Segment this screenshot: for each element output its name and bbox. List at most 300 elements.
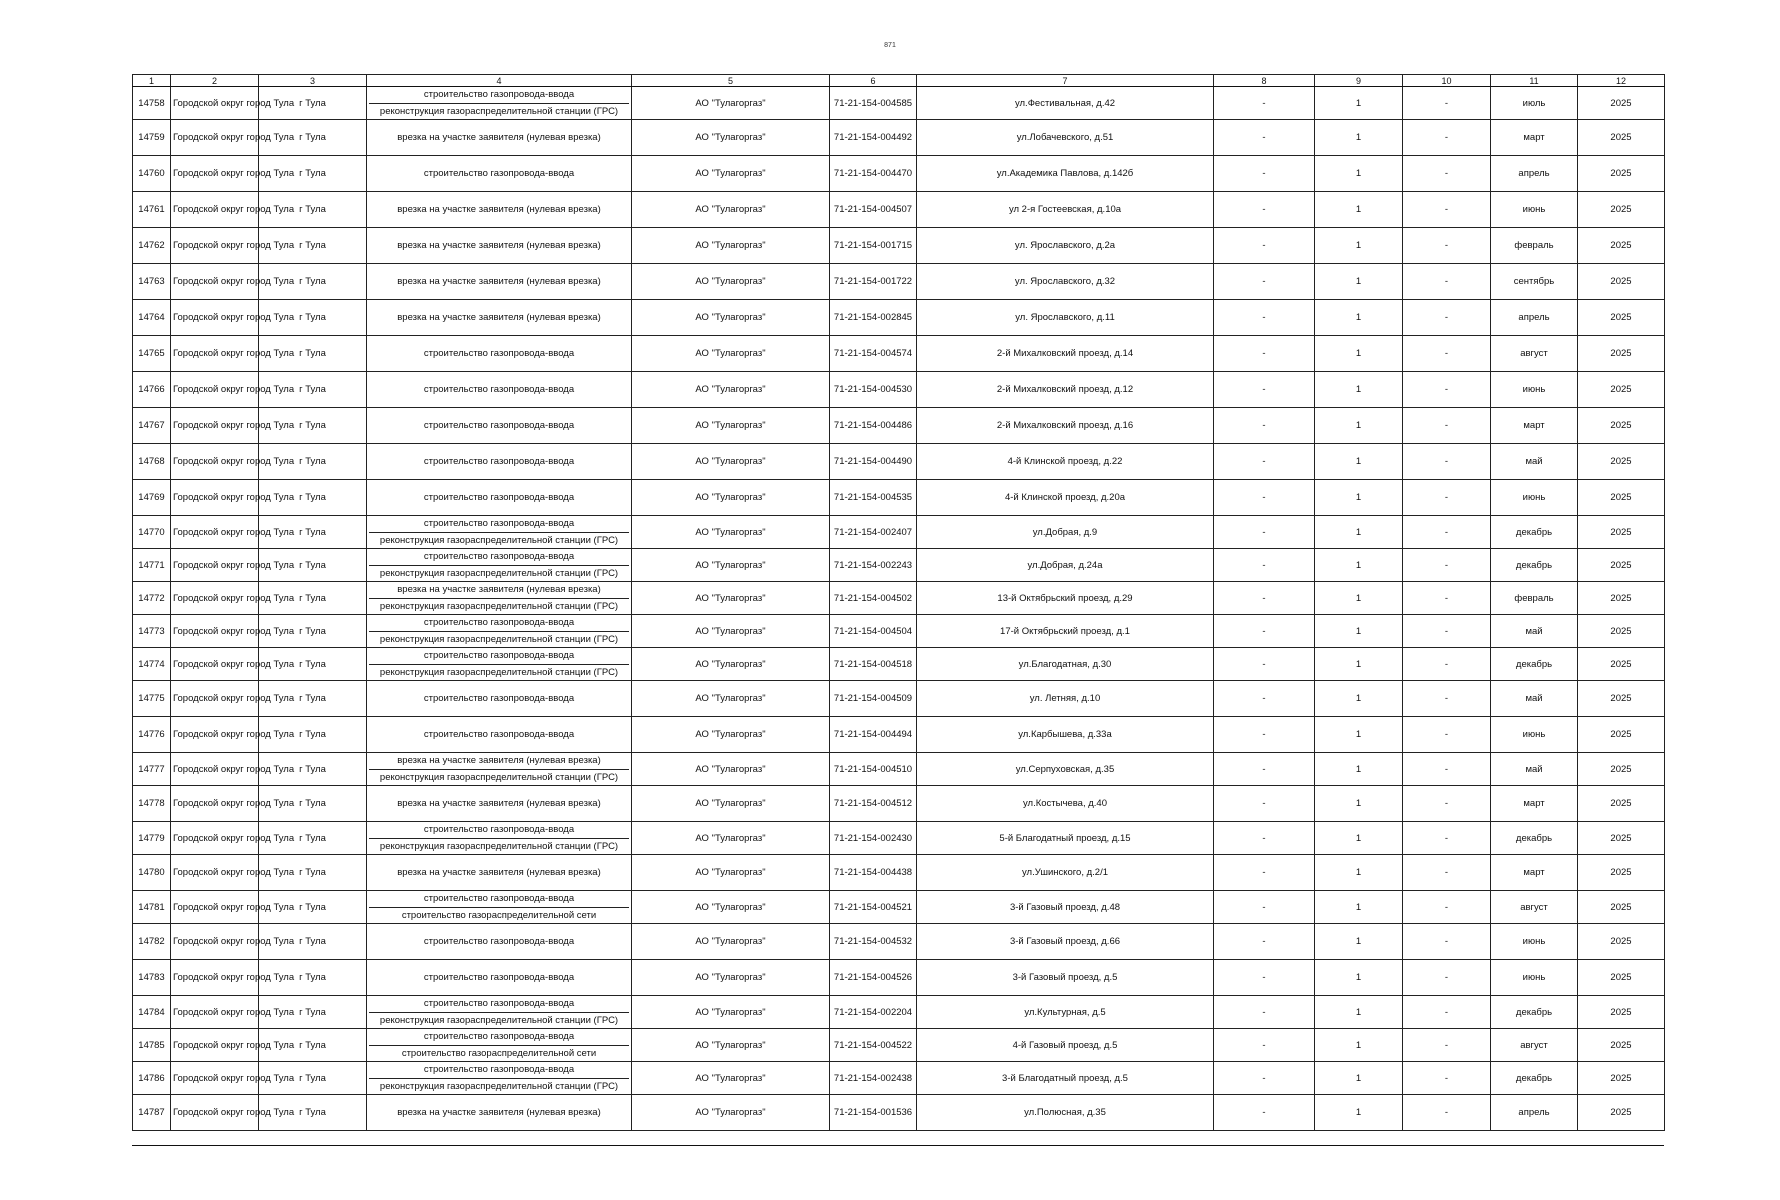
column-10-cell: - — [1403, 549, 1491, 582]
district-cell: Городской округ город Тула — [171, 1095, 259, 1131]
work-type-cell — [367, 822, 632, 855]
work-type-item: реконструкция газораспределительной станции (ГРС) — [369, 1012, 629, 1029]
work-type-item: врезка на участке заявителя (нулевая врезка) — [397, 867, 601, 878]
column-10-cell: - — [1403, 753, 1491, 786]
locality-cell: г Тула — [259, 336, 367, 372]
organization-cell: АО "Тулагоргаз" — [632, 891, 830, 924]
work-type-item: строительство газопровода-ввода — [423, 1031, 575, 1043]
column-9-cell: 1 — [1315, 786, 1403, 822]
column-9-cell: 1 — [1315, 960, 1403, 996]
table-row — [133, 120, 1665, 156]
column-10-cell: - — [1403, 681, 1491, 717]
work-type-cell — [367, 960, 632, 996]
row-number-cell: 14762 — [133, 228, 171, 264]
work-type-cell — [367, 1029, 632, 1062]
year-cell: 2025 — [1578, 996, 1665, 1029]
month-cell: март — [1491, 120, 1578, 156]
work-type-list — [369, 996, 629, 1028]
locality-cell: г Тула — [259, 372, 367, 408]
row-number-cell: 14780 — [133, 855, 171, 891]
table-row — [133, 408, 1665, 444]
locality-cell: г Тула — [259, 855, 367, 891]
work-type-cell — [367, 549, 632, 582]
work-type-cell — [367, 681, 632, 717]
column-8-cell: - — [1214, 1062, 1315, 1095]
work-type-item: врезка на участке заявителя (нулевая врезка) — [397, 312, 601, 323]
address-cell: 3-й Газовый проезд, д.66 — [917, 924, 1214, 960]
row-number-cell: 14781 — [133, 891, 171, 924]
year-cell: 2025 — [1578, 717, 1665, 753]
row-number-cell: 14769 — [133, 480, 171, 516]
work-type-cell — [367, 1095, 632, 1131]
work-type-list — [369, 924, 629, 959]
year-cell: 2025 — [1578, 786, 1665, 822]
column-8-cell: - — [1214, 300, 1315, 336]
work-type-item: строительство газопровода-ввода — [423, 650, 575, 662]
table-row — [133, 1062, 1665, 1095]
work-type-cell — [367, 786, 632, 822]
locality-cell: г Тула — [259, 960, 367, 996]
table-row — [133, 87, 1665, 120]
organization-cell: АО "Тулагоргаз" — [632, 336, 830, 372]
column-10-cell: - — [1403, 156, 1491, 192]
row-number-cell: 14768 — [133, 444, 171, 480]
row-number-cell: 14786 — [133, 1062, 171, 1095]
month-cell: апрель — [1491, 1095, 1578, 1131]
table-row — [133, 156, 1665, 192]
organization-cell: АО "Тулагоргаз" — [632, 753, 830, 786]
district-cell: Городской округ город Тула — [171, 156, 259, 192]
work-type-item: реконструкция газораспределительной станции (ГРС) — [369, 769, 629, 786]
year-cell: 2025 — [1578, 753, 1665, 786]
row-number-cell: 14778 — [133, 786, 171, 822]
table-row — [133, 1095, 1665, 1131]
district-cell: Городской округ город Тула — [171, 786, 259, 822]
organization-cell: АО "Тулагоргаз" — [632, 228, 830, 264]
month-cell: май — [1491, 615, 1578, 648]
year-cell: 2025 — [1578, 372, 1665, 408]
work-type-item: врезка на участке заявителя (нулевая врезка) — [397, 798, 601, 809]
address-cell: 4-й Клинской проезд, д.22 — [917, 444, 1214, 480]
table-row — [133, 786, 1665, 822]
year-cell: 2025 — [1578, 192, 1665, 228]
locality-cell: г Тула — [259, 192, 367, 228]
object-code-cell: 71-21-154-002407 — [830, 516, 917, 549]
locality-cell: г Тула — [259, 582, 367, 615]
work-type-item: строительство газопровода-ввода — [423, 456, 575, 467]
organization-cell: АО "Тулагоргаз" — [632, 408, 830, 444]
column-9-cell: 1 — [1315, 192, 1403, 228]
column-10-cell: - — [1403, 786, 1491, 822]
column-9-cell: 1 — [1315, 1062, 1403, 1095]
work-type-item: строительство газопровода-ввода — [423, 972, 575, 983]
district-cell: Городской округ город Тула — [171, 1029, 259, 1062]
organization-cell: АО "Тулагоргаз" — [632, 300, 830, 336]
year-cell: 2025 — [1578, 228, 1665, 264]
locality-cell: г Тула — [259, 924, 367, 960]
address-cell: ул.Культурная, д.5 — [917, 996, 1214, 1029]
district-cell: Городской округ город Тула — [171, 582, 259, 615]
locality-cell: г Тула — [259, 87, 367, 120]
row-number-cell: 14771 — [133, 549, 171, 582]
object-code-cell: 71-21-154-004522 — [830, 1029, 917, 1062]
address-cell: ул.Фестивальная, д.42 — [917, 87, 1214, 120]
object-code-cell: 71-21-154-004532 — [830, 924, 917, 960]
organization-cell: АО "Тулагоргаз" — [632, 156, 830, 192]
column-8-cell: - — [1214, 408, 1315, 444]
district-cell: Городской округ город Тула — [171, 924, 259, 960]
year-cell: 2025 — [1578, 891, 1665, 924]
column-10-cell: - — [1403, 615, 1491, 648]
year-cell: 2025 — [1578, 615, 1665, 648]
work-type-item: реконструкция газораспределительной станции (ГРС) — [369, 103, 629, 120]
address-cell: 2-й Михалковский проезд, д.14 — [917, 336, 1214, 372]
organization-cell: АО "Тулагоргаз" — [632, 855, 830, 891]
district-cell: Городской округ город Тула — [171, 444, 259, 480]
object-code-cell: 71-21-154-001715 — [830, 228, 917, 264]
column-10-cell: - — [1403, 717, 1491, 753]
work-type-list — [369, 753, 629, 785]
month-cell: июнь — [1491, 924, 1578, 960]
work-type-item: реконструкция газораспределительной станции (ГРС) — [369, 532, 629, 549]
month-cell: август — [1491, 891, 1578, 924]
work-type-cell — [367, 408, 632, 444]
column-10-cell: - — [1403, 228, 1491, 264]
district-cell: Городской округ город Тула — [171, 408, 259, 444]
work-type-cell — [367, 372, 632, 408]
month-cell: июнь — [1491, 372, 1578, 408]
work-type-list — [369, 891, 629, 923]
district-cell: Городской округ город Тула — [171, 336, 259, 372]
work-type-cell — [367, 615, 632, 648]
row-number-cell: 14760 — [133, 156, 171, 192]
column-9-cell: 1 — [1315, 300, 1403, 336]
object-code-cell: 71-21-154-004585 — [830, 87, 917, 120]
row-number-cell: 14763 — [133, 264, 171, 300]
column-8-cell: - — [1214, 228, 1315, 264]
work-type-list — [369, 300, 629, 335]
column-9-cell: 1 — [1315, 924, 1403, 960]
column-10-cell: - — [1403, 372, 1491, 408]
object-code-cell: 71-21-154-004535 — [830, 480, 917, 516]
object-code-cell: 71-21-154-004490 — [830, 444, 917, 480]
district-cell: Городской округ город Тула — [171, 615, 259, 648]
work-type-item: реконструкция газораспределительной станции (ГРС) — [369, 565, 629, 582]
address-cell: ул. Ярославского, д.11 — [917, 300, 1214, 336]
work-type-list — [369, 549, 629, 581]
object-code-cell: 71-21-154-004494 — [830, 717, 917, 753]
month-cell: декабрь — [1491, 822, 1578, 855]
column-header: 12 — [1578, 75, 1665, 87]
address-cell: ул.Академика Павлова, д.142б — [917, 156, 1214, 192]
column-8-cell: - — [1214, 192, 1315, 228]
month-cell: май — [1491, 681, 1578, 717]
district-cell: Городской округ город Тула — [171, 648, 259, 681]
work-type-cell — [367, 192, 632, 228]
organization-cell: АО "Тулагоргаз" — [632, 480, 830, 516]
work-type-list — [369, 648, 629, 680]
work-type-list — [369, 582, 629, 614]
column-8-cell: - — [1214, 516, 1315, 549]
table-row — [133, 444, 1665, 480]
column-10-cell: - — [1403, 960, 1491, 996]
work-type-cell — [367, 891, 632, 924]
work-type-cell — [367, 336, 632, 372]
table-row — [133, 480, 1665, 516]
column-9-cell: 1 — [1315, 681, 1403, 717]
column-10-cell: - — [1403, 924, 1491, 960]
column-9-cell: 1 — [1315, 120, 1403, 156]
column-10-cell: - — [1403, 480, 1491, 516]
column-9-cell: 1 — [1315, 1095, 1403, 1131]
work-type-cell — [367, 582, 632, 615]
address-cell: 3-й Газовый проезд, д.5 — [917, 960, 1214, 996]
address-cell: ул.Костычева, д.40 — [917, 786, 1214, 822]
district-cell: Городской округ город Тула — [171, 264, 259, 300]
year-cell: 2025 — [1578, 924, 1665, 960]
gasification-register-table — [132, 74, 1665, 1131]
row-number-cell: 14772 — [133, 582, 171, 615]
work-type-item: строительство газопровода-ввода — [423, 518, 575, 530]
year-cell: 2025 — [1578, 87, 1665, 120]
column-9-cell: 1 — [1315, 480, 1403, 516]
table-row — [133, 582, 1665, 615]
locality-cell: г Тула — [259, 1095, 367, 1131]
year-cell: 2025 — [1578, 1029, 1665, 1062]
month-cell: август — [1491, 1029, 1578, 1062]
object-code-cell: 71-21-154-002430 — [830, 822, 917, 855]
table-row — [133, 891, 1665, 924]
district-cell: Городской округ город Тула — [171, 681, 259, 717]
column-8-cell: - — [1214, 372, 1315, 408]
column-number-row — [133, 75, 1665, 87]
work-type-cell — [367, 156, 632, 192]
column-8-cell: - — [1214, 1029, 1315, 1062]
work-type-item: врезка на участке заявителя (нулевая врезка) — [397, 276, 601, 287]
work-type-cell — [367, 228, 632, 264]
column-10-cell: - — [1403, 1062, 1491, 1095]
work-type-item: строительство газопровода-ввода — [423, 420, 575, 431]
work-type-item: строительство газопровода-ввода — [423, 89, 575, 101]
year-cell: 2025 — [1578, 300, 1665, 336]
column-9-cell: 1 — [1315, 855, 1403, 891]
column-8-cell: - — [1214, 615, 1315, 648]
object-code-cell: 71-21-154-002438 — [830, 1062, 917, 1095]
object-code-cell: 71-21-154-004507 — [830, 192, 917, 228]
work-type-item: строительство газопровода-ввода — [423, 998, 575, 1010]
work-type-list — [369, 681, 629, 716]
district-cell: Городской округ город Тула — [171, 717, 259, 753]
district-cell: Городской округ город Тула — [171, 300, 259, 336]
work-type-item: врезка на участке заявителя (нулевая врезка) — [397, 132, 601, 143]
year-cell: 2025 — [1578, 516, 1665, 549]
year-cell: 2025 — [1578, 681, 1665, 717]
row-number-cell: 14776 — [133, 717, 171, 753]
row-number-cell: 14759 — [133, 120, 171, 156]
page-number: 871 — [884, 42, 896, 49]
work-type-cell — [367, 480, 632, 516]
work-type-item: реконструкция газораспределительной станции (ГРС) — [369, 598, 629, 615]
column-10-cell: - — [1403, 582, 1491, 615]
table-row — [133, 681, 1665, 717]
column-10-cell: - — [1403, 264, 1491, 300]
column-9-cell: 1 — [1315, 615, 1403, 648]
address-cell: ул. Ярославского, д.2а — [917, 228, 1214, 264]
column-header: 1 — [133, 75, 171, 87]
address-cell: 17-й Октябрьский проезд, д.1 — [917, 615, 1214, 648]
table-row — [133, 717, 1665, 753]
organization-cell: АО "Тулагоргаз" — [632, 264, 830, 300]
year-cell: 2025 — [1578, 549, 1665, 582]
column-header: 6 — [830, 75, 917, 87]
month-cell: июнь — [1491, 717, 1578, 753]
address-cell: ул.Ушинского, д.2/1 — [917, 855, 1214, 891]
address-cell: ул.Серпуховская, д.35 — [917, 753, 1214, 786]
organization-cell: АО "Тулагоргаз" — [632, 681, 830, 717]
work-type-item: строительство газопровода-ввода — [423, 384, 575, 395]
row-number-cell: 14787 — [133, 1095, 171, 1131]
table-row — [133, 615, 1665, 648]
column-header: 9 — [1315, 75, 1403, 87]
column-header: 4 — [367, 75, 632, 87]
object-code-cell: 71-21-154-004438 — [830, 855, 917, 891]
organization-cell: АО "Тулагоргаз" — [632, 582, 830, 615]
column-8-cell: - — [1214, 996, 1315, 1029]
work-type-item: строительство газопровода-ввода — [423, 492, 575, 503]
district-cell: Городской округ город Тула — [171, 960, 259, 996]
month-cell: июнь — [1491, 480, 1578, 516]
month-cell: март — [1491, 786, 1578, 822]
table-row — [133, 516, 1665, 549]
work-type-list — [369, 264, 629, 299]
month-cell: май — [1491, 753, 1578, 786]
work-type-cell — [367, 120, 632, 156]
locality-cell: г Тула — [259, 300, 367, 336]
table-row — [133, 996, 1665, 1029]
row-number-cell: 14764 — [133, 300, 171, 336]
work-type-item: строительство газопровода-ввода — [423, 168, 575, 179]
column-header: 10 — [1403, 75, 1491, 87]
object-code-cell: 71-21-154-004492 — [830, 120, 917, 156]
organization-cell: АО "Тулагоргаз" — [632, 615, 830, 648]
row-number-cell: 14775 — [133, 681, 171, 717]
month-cell: декабрь — [1491, 549, 1578, 582]
column-9-cell: 1 — [1315, 717, 1403, 753]
column-10-cell: - — [1403, 408, 1491, 444]
work-type-list — [369, 336, 629, 371]
object-code-cell: 71-21-154-004521 — [830, 891, 917, 924]
column-9-cell: 1 — [1315, 444, 1403, 480]
table-row — [133, 264, 1665, 300]
month-cell: июнь — [1491, 192, 1578, 228]
column-8-cell: - — [1214, 855, 1315, 891]
district-cell: Городской округ город Тула — [171, 192, 259, 228]
work-type-cell — [367, 717, 632, 753]
work-type-list — [369, 408, 629, 443]
locality-cell: г Тула — [259, 996, 367, 1029]
object-code-cell: 71-21-154-004510 — [830, 753, 917, 786]
column-9-cell: 1 — [1315, 156, 1403, 192]
address-cell: ул.Добрая, д.9 — [917, 516, 1214, 549]
month-cell: декабрь — [1491, 1062, 1578, 1095]
column-10-cell: - — [1403, 87, 1491, 120]
column-10-cell: - — [1403, 444, 1491, 480]
table-row — [133, 1029, 1665, 1062]
object-code-cell: 71-21-154-004518 — [830, 648, 917, 681]
organization-cell: АО "Тулагоргаз" — [632, 786, 830, 822]
month-cell: апрель — [1491, 300, 1578, 336]
organization-cell: АО "Тулагоргаз" — [632, 120, 830, 156]
work-type-cell — [367, 1062, 632, 1095]
address-cell: ул.Карбышева, д.33а — [917, 717, 1214, 753]
address-cell: 13-й Октябрьский проезд, д.29 — [917, 582, 1214, 615]
year-cell: 2025 — [1578, 120, 1665, 156]
column-10-cell: - — [1403, 516, 1491, 549]
district-cell: Городской округ город Тула — [171, 822, 259, 855]
address-cell: 3-й Газовый проезд, д.48 — [917, 891, 1214, 924]
column-8-cell: - — [1214, 480, 1315, 516]
year-cell: 2025 — [1578, 822, 1665, 855]
column-header: 2 — [171, 75, 259, 87]
column-8-cell: - — [1214, 336, 1315, 372]
table-row — [133, 822, 1665, 855]
work-type-list — [369, 960, 629, 995]
column-9-cell: 1 — [1315, 516, 1403, 549]
object-code-cell: 71-21-154-004470 — [830, 156, 917, 192]
work-type-item: врезка на участке заявителя (нулевая врезка) — [397, 240, 601, 251]
work-type-list — [369, 156, 629, 191]
table-bottom-border — [132, 1145, 1664, 1146]
locality-cell: г Тула — [259, 648, 367, 681]
month-cell: декабрь — [1491, 996, 1578, 1029]
month-cell: март — [1491, 408, 1578, 444]
column-8-cell: - — [1214, 822, 1315, 855]
column-8-cell: - — [1214, 264, 1315, 300]
locality-cell: г Тула — [259, 156, 367, 192]
locality-cell: г Тула — [259, 549, 367, 582]
year-cell: 2025 — [1578, 960, 1665, 996]
work-type-cell — [367, 648, 632, 681]
column-8-cell: - — [1214, 891, 1315, 924]
organization-cell: АО "Тулагоргаз" — [632, 924, 830, 960]
district-cell: Городской округ город Тула — [171, 753, 259, 786]
organization-cell: АО "Тулагоргаз" — [632, 549, 830, 582]
work-type-list — [369, 120, 629, 155]
column-8-cell: - — [1214, 156, 1315, 192]
year-cell: 2025 — [1578, 648, 1665, 681]
column-9-cell: 1 — [1315, 336, 1403, 372]
work-type-list — [369, 855, 629, 890]
row-number-cell: 14767 — [133, 408, 171, 444]
year-cell: 2025 — [1578, 336, 1665, 372]
district-cell: Городской округ город Тула — [171, 120, 259, 156]
column-9-cell: 1 — [1315, 753, 1403, 786]
column-10-cell: - — [1403, 192, 1491, 228]
work-type-item: врезка на участке заявителя (нулевая врезка) — [397, 204, 601, 215]
object-code-cell: 71-21-154-004512 — [830, 786, 917, 822]
year-cell: 2025 — [1578, 1095, 1665, 1131]
work-type-item: строительство газопровода-ввода — [423, 893, 575, 905]
row-number-cell: 14758 — [133, 87, 171, 120]
column-header: 3 — [259, 75, 367, 87]
column-9-cell: 1 — [1315, 87, 1403, 120]
district-cell: Городской округ город Тула — [171, 891, 259, 924]
work-type-item: строительство газопровода-ввода — [423, 824, 575, 836]
column-10-cell: - — [1403, 1029, 1491, 1062]
organization-cell: АО "Тулагоргаз" — [632, 717, 830, 753]
work-type-list — [369, 1062, 629, 1094]
column-8-cell: - — [1214, 681, 1315, 717]
